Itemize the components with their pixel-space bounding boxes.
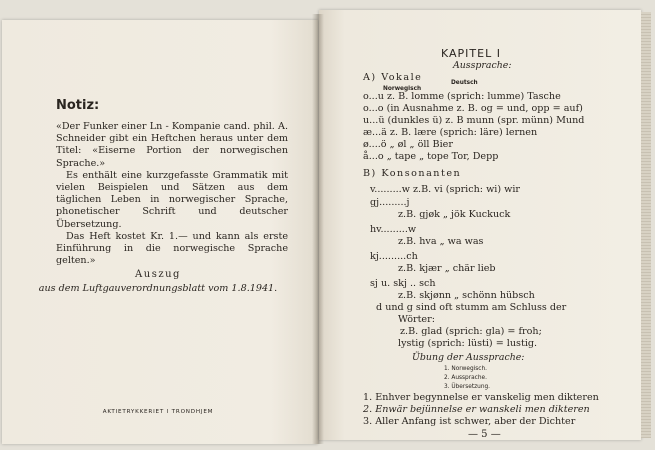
notiz-heading: Notiz:: [56, 98, 100, 113]
section-a-heading: A) Vokale: [363, 72, 423, 83]
consonant-line: hv.........w: [370, 224, 417, 235]
consonant-line: Wörter:: [398, 314, 435, 325]
vowel-line: o...o (in Ausnahme z. B. og = und, opp = auf): [363, 103, 583, 114]
page-number: — 5 —: [468, 429, 501, 440]
vowel-line: æ...ä z. B. lære (sprich: läre) lernen: [363, 127, 538, 138]
book-spine: [312, 14, 324, 444]
consonant-line: sj u. skj .. sch: [370, 278, 436, 289]
consonant-line: d und g sind oft stumm am Schluss der: [376, 302, 567, 313]
exercise-line-1: 1. Enhver begynnelse er vanskelig men dikteren: [363, 392, 599, 403]
column-norwegisch: Norwegisch: [383, 86, 422, 92]
vowel-line: u...ü (dunkles ü) z. B munn (spr. münn) Mund: [363, 115, 585, 126]
consonant-line: gj.........j: [370, 197, 410, 208]
auszug-source: aus dem Luftgauverordnungsblatt vom 1.8.1941.: [38, 283, 278, 294]
printer-imprint: AKTIETRYKKERIET I TRONDHJEM: [102, 409, 214, 415]
exercise-step: 1. Norwegisch.: [444, 366, 487, 372]
vowel-line: å...o „ tape „ tope Tor, Depp: [363, 151, 499, 162]
chapter-subtitle: Aussprache:: [453, 60, 512, 71]
exercise-step: 2. Aussprache.: [444, 375, 487, 381]
exercise-line-2: 2. Enwär bejünnelse er wanskeli men dikteren: [363, 404, 590, 415]
consonant-line: z.B. gjøk „ jök Kuckuck: [398, 209, 511, 220]
consonant-line: lystig (sprich: lüsti) = lustig.: [398, 338, 538, 349]
chapter-title: KAPITEL I: [441, 47, 501, 60]
consonant-line: z.B. glad (sprich: gla) = froh;: [400, 326, 542, 337]
vowel-line: o...u z. B. lomme (sprich: lumme) Tasche: [363, 91, 561, 102]
notiz-paragraph-3: Das Heft kostet Kr. 1.— und kann als erste Einführung in die norwegische Sprache gelten.»: [56, 230, 288, 267]
consonant-line: z.B. hva „ wa was: [398, 236, 484, 247]
exercise-step: 3. Übersetzung.: [444, 384, 491, 390]
consonant-line: z.B. kjær „ chär lieb: [398, 263, 496, 274]
vowel-line: ø....ö „ øl „ öll Bier: [363, 139, 453, 150]
consonant-line: z.B. skjønn „ schönn hübsch: [398, 290, 535, 301]
notiz-body: [56, 121, 288, 267]
notiz-paragraph-2: Es enthält eine kurzgefasste Grammatik mit vielen Beispielen und Sätzen aus dem täglichen Leben in norwegischer Sprache, phonetischer Schrift und deutscher Übersetzung.: [56, 169, 288, 230]
exercise-line-3: 3. Aller Anfang ist schwer, aber der Dichter: [363, 416, 576, 427]
section-b-heading: B) Konsonanten: [363, 168, 462, 179]
auszug-title: Auszug: [135, 269, 181, 280]
consonant-line: kj.........ch: [370, 251, 418, 262]
notiz-paragraph-1: «Der Funker einer Ln - Kompanie cand. phil. A. Schneider gibt ein Heftchen heraus unter dem Titel: «Eiserne Portion der norwegischen Sprache.»: [56, 121, 288, 169]
exercise-title: Übung der Aussprache:: [412, 352, 525, 363]
consonant-line: v.........w z.B. vi (sprich: wi) wir: [370, 184, 521, 195]
page-edges: [641, 12, 651, 438]
column-deutsch: Deutsch: [451, 80, 478, 86]
